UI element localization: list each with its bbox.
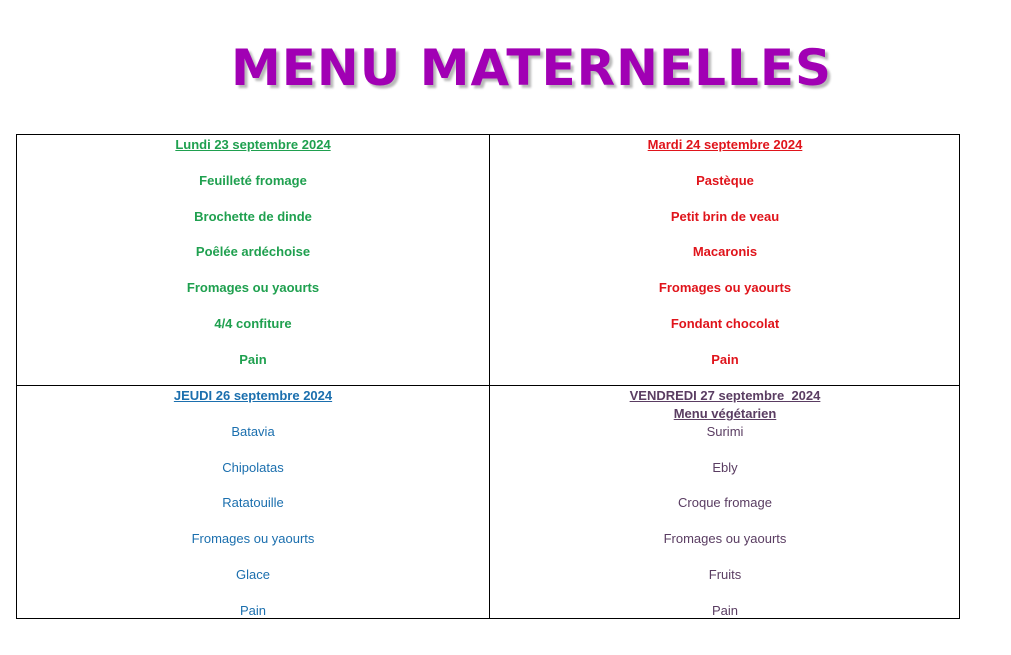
page-title: MENU MATERNELLES: [231, 39, 832, 97]
menu-item: 4/4 confiture: [214, 316, 292, 331]
menu-item: Macaronis: [692, 244, 758, 259]
menu-item: Fruits: [708, 567, 742, 582]
menu-item: Pain: [711, 603, 739, 618]
menu-item: Feuilleté fromage: [199, 173, 307, 188]
menu-item: Ratatouille: [222, 495, 284, 510]
menu-item: Ebly: [712, 460, 738, 475]
menu-item: Croque fromage: [678, 495, 772, 510]
menu-item: Petit brin de veau: [670, 209, 780, 224]
day-heading: JEUDI 26 septembre 2024: [173, 388, 333, 403]
menu-item: Brochette de dinde: [194, 209, 312, 224]
menu-item: Pain: [711, 352, 739, 367]
menu-item: Fromages ou yaourts: [663, 531, 787, 546]
day-cell-thursday: [17, 385, 489, 619]
menu-item: Fromages ou yaourts: [186, 280, 320, 295]
day-heading: Lundi 23 septembre 2024: [175, 137, 331, 152]
menu-table: [16, 134, 960, 619]
menu-item: Fromages ou yaourts: [191, 531, 315, 546]
day-cell-tuesday: [489, 135, 960, 385]
menu-item: Surimi: [706, 424, 744, 439]
day-heading: VENDREDI 27 septembre 2024: [629, 388, 821, 403]
menu-item: Chipolatas: [222, 460, 284, 475]
menu-item: Fondant chocolat: [670, 316, 780, 331]
menu-item: Batavia: [231, 424, 275, 439]
day-heading: Mardi 24 septembre 2024: [647, 137, 803, 152]
menu-item: Pain: [239, 603, 267, 618]
menu-item: Fromages ou yaourts: [658, 280, 792, 295]
menu-item: Pain: [239, 352, 267, 367]
day-subheading: Menu végétarien: [673, 406, 777, 421]
menu-item: Pastèque: [696, 173, 754, 188]
day-cell-friday: [489, 385, 960, 619]
menu-item: Glace: [236, 567, 270, 582]
day-cell-monday: [17, 135, 489, 385]
menu-item: Poêlée ardéchoise: [195, 244, 311, 259]
